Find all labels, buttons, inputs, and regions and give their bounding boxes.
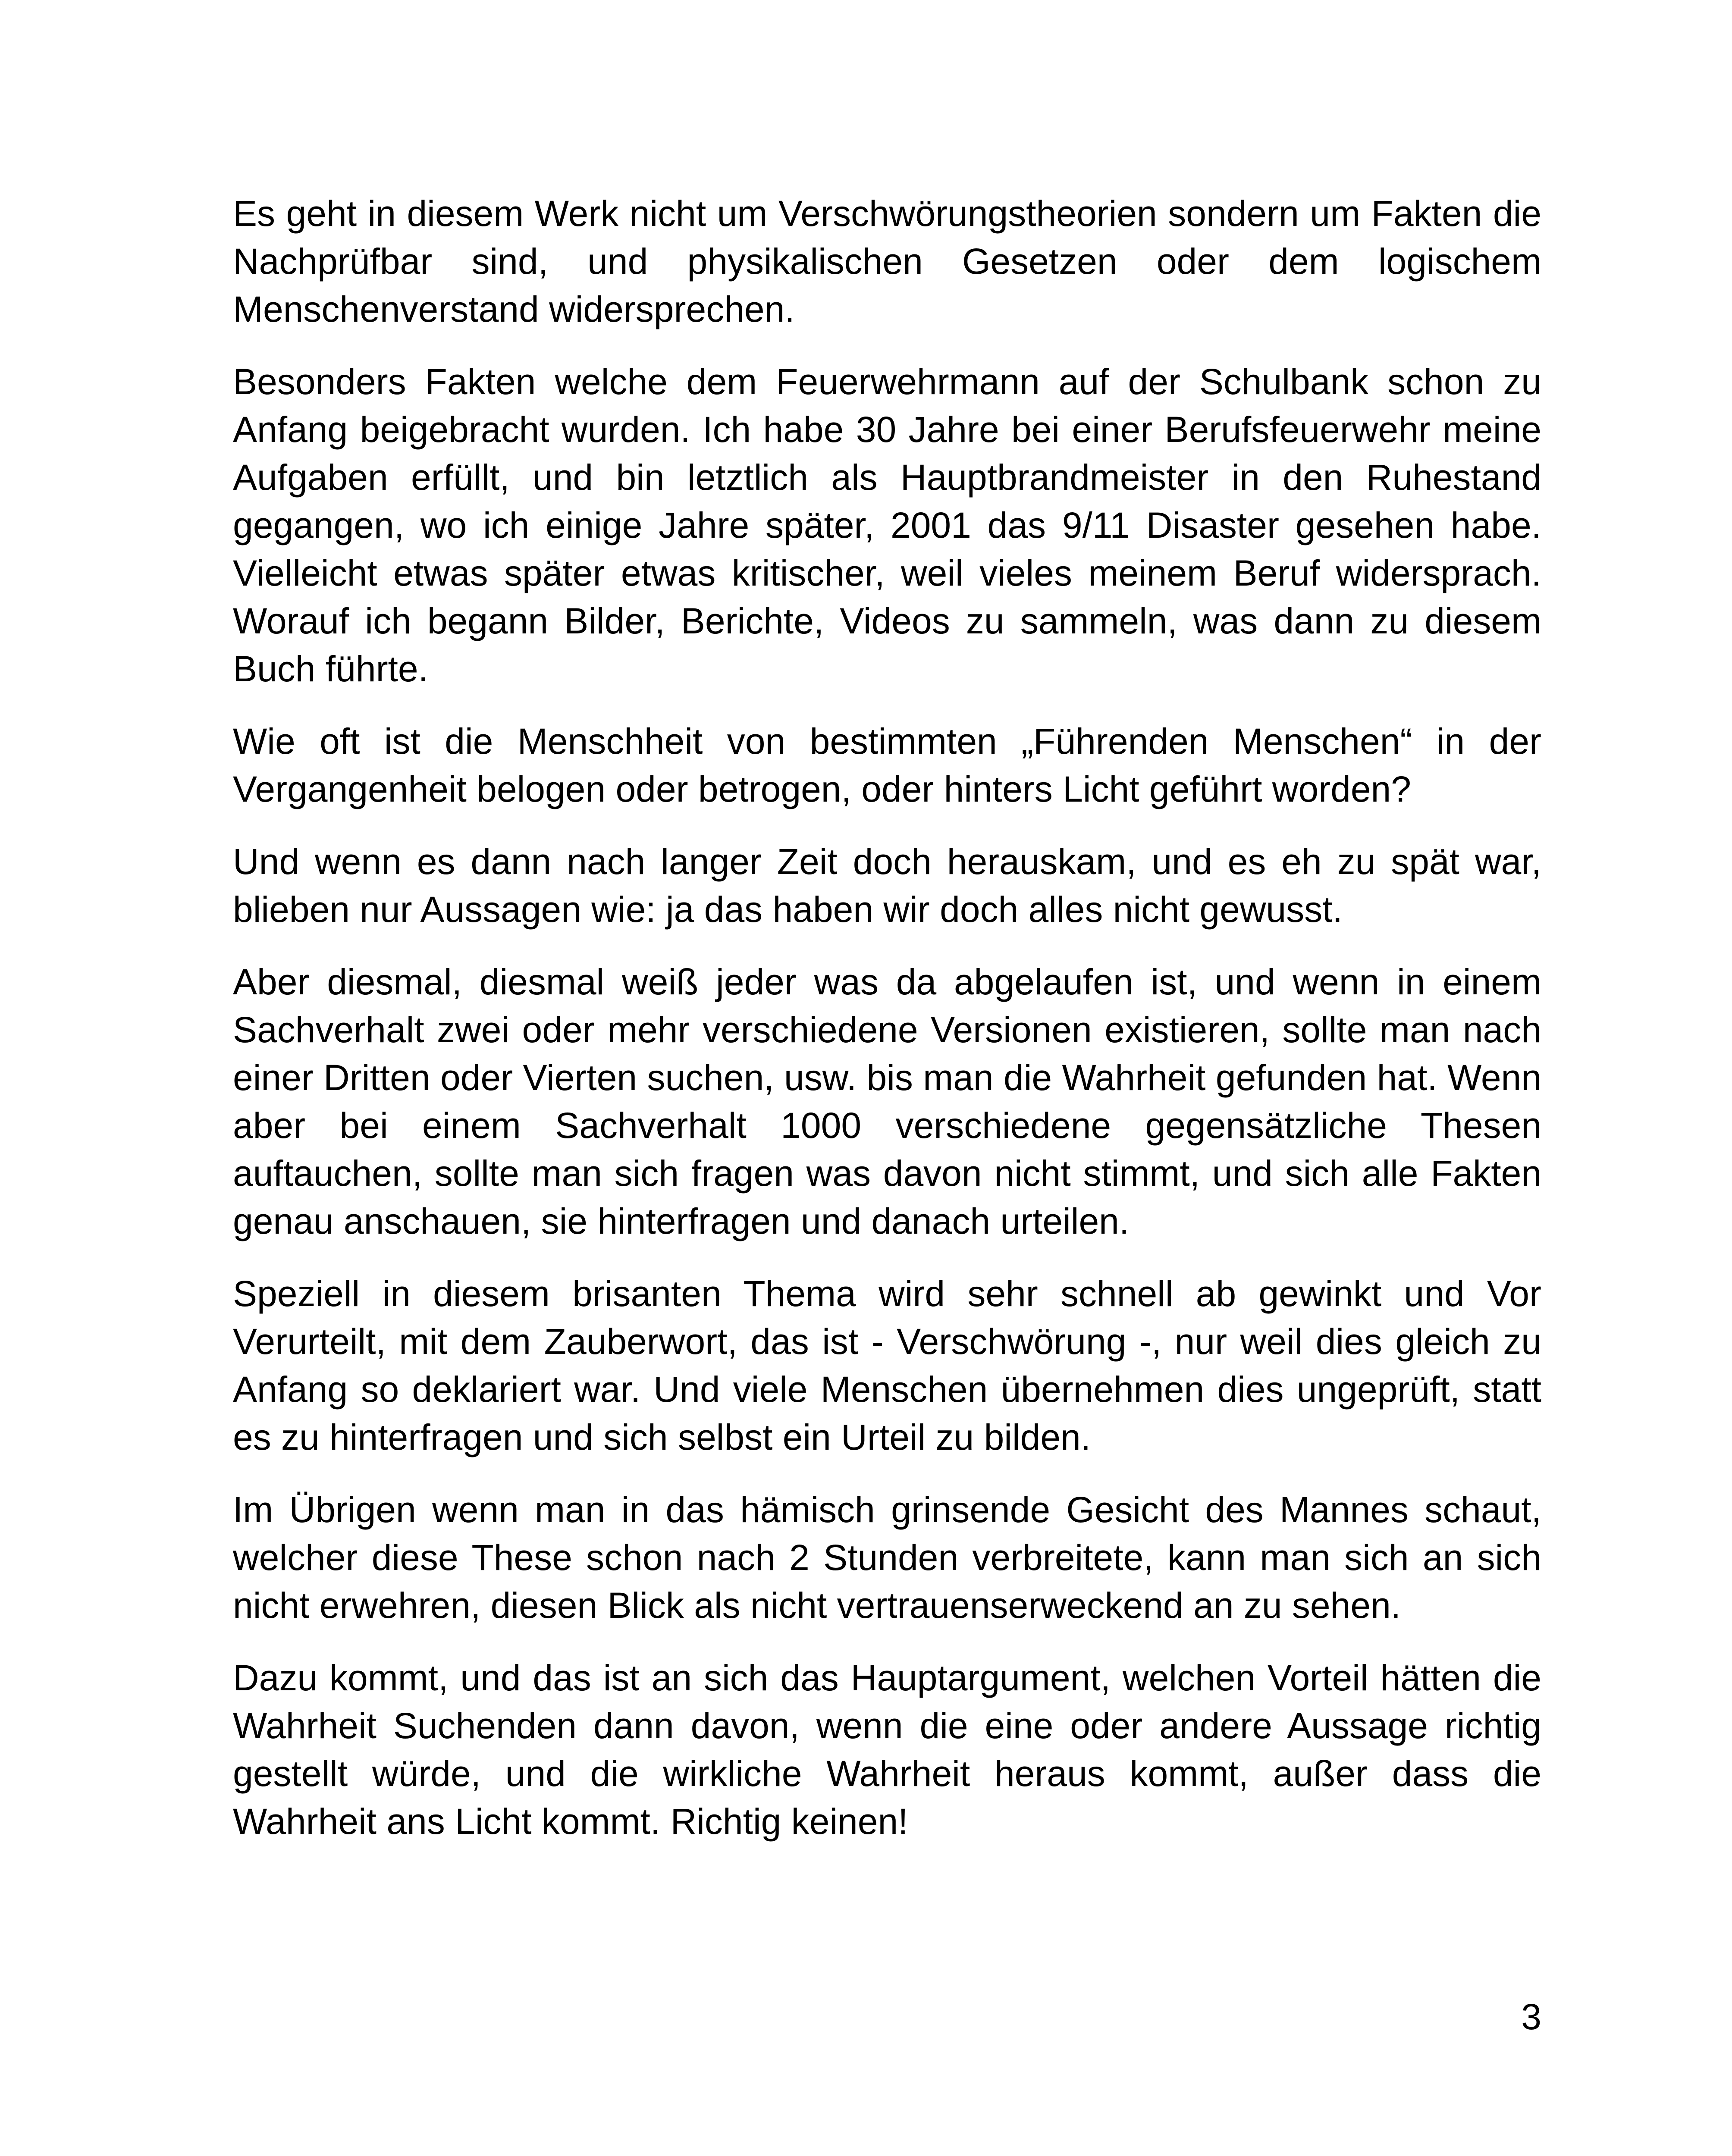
- paragraph: Wie oft ist die Menschheit von bestimmten „Führenden Menschen“ in der Vergangenheit belogen oder betrogen, oder hinters Licht geführt worden?: [233, 721, 1541, 809]
- paragraph: Es geht in diesem Werk nicht um Verschwörungstheorien sondern um Fakten die Nachprüfbar sind, und physikalischen Gesetzen oder dem logischem Menschenverstand widersprechen.: [233, 193, 1541, 329]
- page-number: 3: [1521, 1996, 1541, 2037]
- paragraph: Dazu kommt, und das ist an sich das Hauptargument, welchen Vorteil hätten die Wahrheit Suchenden dann davon, wenn die eine oder andere Aussage richtig gestellt würde, und die wirkliche Wahrheit heraus kommt, außer dass die Wahrheit ans Licht kommt. Richtig keinen!: [233, 1658, 1541, 1842]
- paragraph: Speziell in diesem brisanten Thema wird sehr schnell ab gewinkt und Vor Verurteilt, mit dem Zauberwort, das ist - Verschwörung -, nur weil dies gleich zu Anfang so deklariert war. Und viele Menschen übernehmen dies ungeprüft, statt es zu hinterfragen und sich selbst ein Urteil zu bilden.: [233, 1273, 1541, 1457]
- paragraph: Besonders Fakten welche dem Feuerwehrmann auf der Schulbank schon zu Anfang beigebracht wurden. Ich habe 30 Jahre bei einer Berufsfeuerwehr meine Aufgaben erfüllt, und bin letztlich als Hauptbrandmeister in den Ruhestand gegangen, wo ich einige Jahre später, 2001 das 9/11 Disaster gesehen habe. Vielleicht etwas später etwas kritischer, weil vieles meinem Beruf widersprach. Worauf ich begann Bilder, Berichte, Videos zu sammeln, was dann zu diesem Buch führte.: [233, 361, 1541, 689]
- body-text: [233, 190, 1541, 1870]
- paragraph: Aber diesmal, diesmal weiß jeder was da abgelaufen ist, und wenn in einem Sachverhalt zwei oder mehr verschiedene Versionen existieren, sollte man nach einer Dritten oder Vierten suchen, usw. bis man die Wahrheit gefunden hat. Wenn aber bei einem Sachverhalt 1000 verschiedene gegensätzliche Thesen auftauchen, sollte man sich fragen was davon nicht stimmt, und sich alle Fakten genau anschauen, sie hinterfragen und danach urteilen.: [233, 962, 1541, 1241]
- paragraph: Im Übrigen wenn man in das hämisch grinsende Gesicht des Mannes schaut, welcher diese These schon nach 2 Stunden verbreitete, kann man sich an sich nicht erwehren, diesen Blick als nicht vertrauenserweckend an zu sehen.: [233, 1489, 1541, 1626]
- paragraph: Und wenn es dann nach langer Zeit doch herauskam, und es eh zu spät war, blieben nur Aussagen wie: ja das haben wir doch alles nicht gewusst.: [233, 841, 1541, 930]
